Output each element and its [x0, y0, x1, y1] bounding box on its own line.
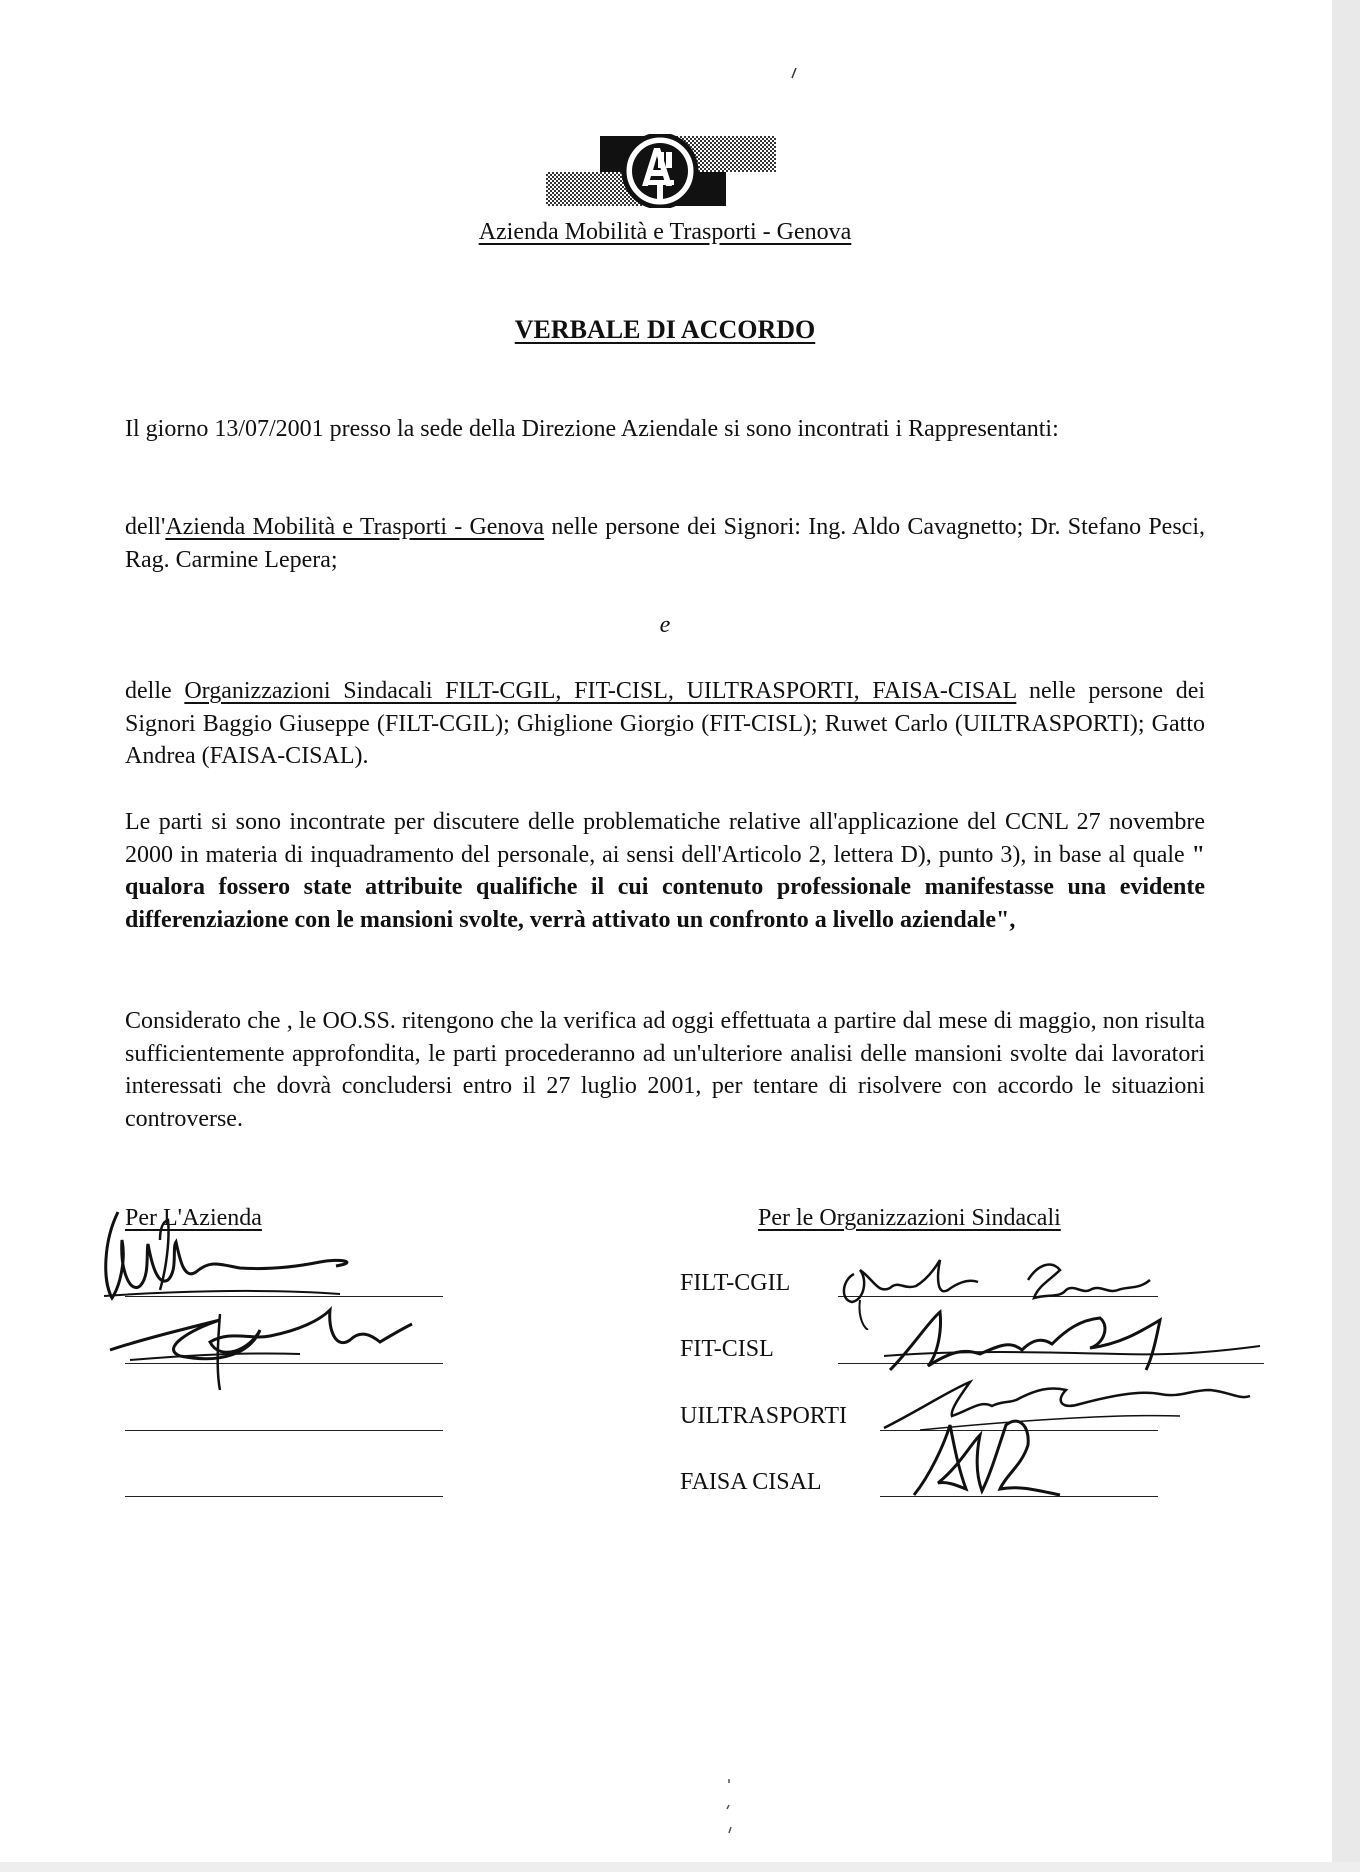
p2-company: Azienda Mobilità e Trasporti - Genova — [165, 514, 545, 540]
document-title — [0, 315, 1330, 345]
scan-edge-bottom — [0, 1862, 1360, 1872]
p3-pre: delle — [125, 678, 185, 704]
signature-line — [125, 1430, 443, 1431]
handwritten-signature-fit-cisl — [880, 1300, 1270, 1380]
org-label-faisa-cisal: FAISA CISAL — [680, 1469, 822, 1495]
company-header — [0, 219, 1330, 246]
p4-normal: Le parti si sono incontrate per discutere delle problematiche relative all'applicazione del CCNL 27 novembre 2000 in materia di inquadramento del personale, ai sensi dell'Articolo 2, lettera D), punto 3), in base al quale — [125, 809, 1205, 868]
handwritten-signature-faisa-cisal — [910, 1405, 1090, 1515]
conjunction: e — [659, 612, 671, 638]
company-name: Azienda Mobilità e Trasporti - Genova — [478, 219, 852, 245]
title-text: VERBALE DI ACCORDO — [514, 315, 816, 344]
agreement-paragraph: Considerato che , le OO.SS. ritengono che la verifica ad oggi effettuata a partire dal mese di maggio, non risulta sufficientemente approfondita, le parti procederanno ad un'ulteriore analisi delle mansioni svolte dai lavoratori interessati che dovrà concludersi entro il 27 luglio 2001, per tentare di risolvere con accordo le situazioni controverse. — [125, 1008, 1205, 1132]
handwritten-signature-company-2 — [100, 1290, 440, 1400]
union-representatives-paragraph — [125, 675, 1205, 773]
stray-mark — [789, 66, 799, 80]
signature-line — [125, 1496, 443, 1497]
union-signatures-heading: Per le Organizzazioni Sindacali — [758, 1205, 1061, 1231]
p4-quote: " qualora fossero state attribuite qualifiche il cui contenuto professionale manifestasse una evidente differenziazione con le mansioni svolte, verrà attivato un confronto a livello aziendale", — [125, 841, 1205, 933]
p3-orgs: Organizzazioni Sindacali FILT-CGIL, FIT-CISL, UILTRASPORTI, FAISA-CISAL — [184, 678, 1017, 704]
scan-edge-right — [1332, 0, 1360, 1872]
p2-pre: dell' — [125, 514, 166, 540]
company-representatives-paragraph — [125, 511, 1205, 576]
company-signatures-heading: Per L'Azienda — [125, 1205, 262, 1231]
org-label-fit-cisl: FIT-CISL — [680, 1336, 774, 1362]
p3-post: nelle persone dei Signori Baggio Giuseppe (FILT-CGIL); Ghiglione Giorgio (FIT-CISL); Ruwet Carlo (UILTRASPORTI); Gatto Andrea (FAISA-CISAL). — [125, 678, 1206, 769]
purpose-paragraph — [125, 806, 1205, 936]
amt-logo — [546, 134, 776, 208]
org-label-filt-cgil: FILT-CGIL — [680, 1270, 791, 1296]
stray-mark — [723, 1777, 735, 1837]
org-label-uiltrasporti: UILTRASPORTI — [680, 1403, 848, 1429]
opening-paragraph: Il giorno 13/07/2001 presso la sede della Direzione Aziendale si sono incontrati i Rappresentanti: — [125, 416, 1059, 442]
p2-post: nelle persone dei Signori: Ing. Aldo Cavagnetto; Dr. Stefano Pesci, Rag. Carmine Lepera; — [125, 514, 1205, 573]
